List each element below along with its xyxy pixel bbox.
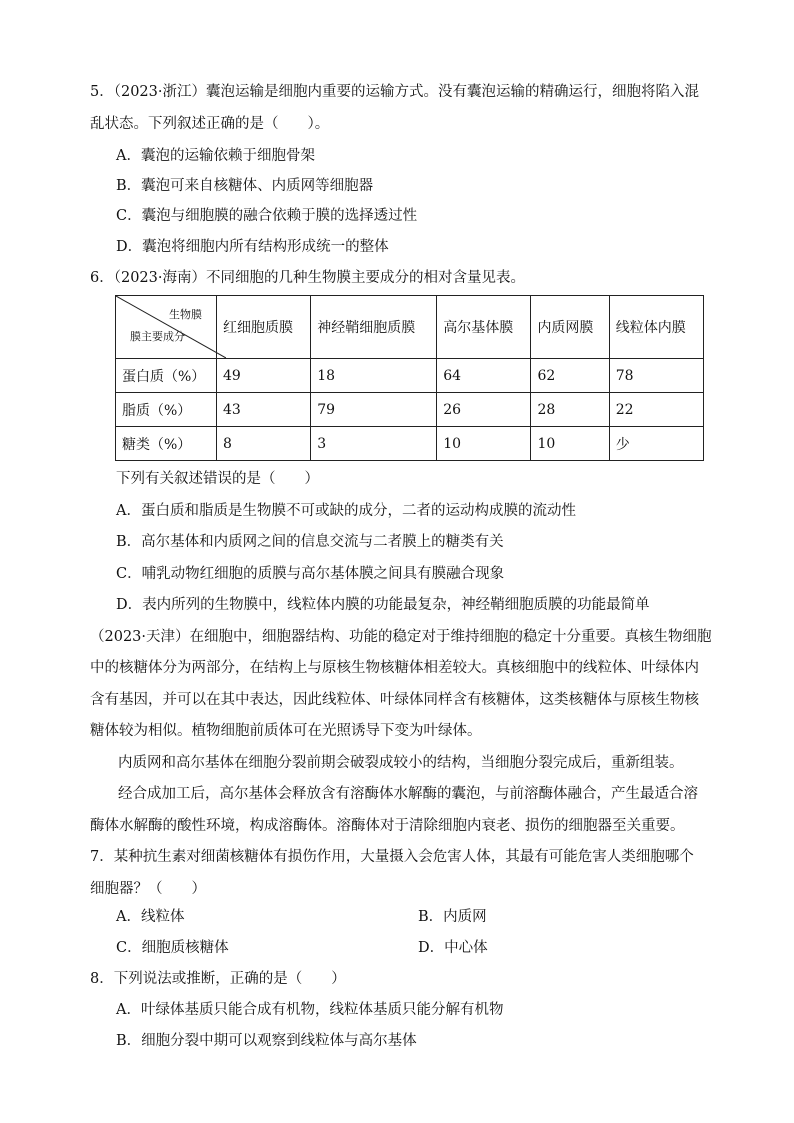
table-cell: 78: [609, 359, 703, 393]
q8-option-a: A．叶绿体基质只能合成有机物，线粒体基质只能分解有机物: [116, 1002, 504, 1018]
q5-option-d: D．囊泡将细胞内所有结构形成统一的整体: [116, 239, 389, 255]
table-cell: 少: [609, 427, 703, 461]
row-label: 蛋白质（%）: [116, 359, 217, 393]
q7-stem-line1: 7．某种抗生素对细菌核糖体有损伤作用，大量摄入会危害人体，其最有可能危害人类细胞哪个: [90, 849, 694, 865]
q5-option-a: A．囊泡的运输依赖于细胞骨架: [116, 148, 315, 164]
q8-option-b: B．细胞分裂中期可以观察到线粒体与高尔基体: [116, 1033, 417, 1049]
table-cell: 18: [311, 359, 437, 393]
corner-label-membrane: 生物膜: [169, 308, 202, 321]
q5-stem-line2: 乱状态。下列叙述正确的是（ ）。: [90, 116, 330, 132]
q6-stem: 6．（2023·海南）不同细胞的几种生物膜主要成分的相对含量见表。: [90, 270, 525, 286]
q8-stem: 8．下列说法或推断，正确的是（ ）: [90, 971, 346, 987]
col-header: 线粒体内膜: [609, 296, 703, 359]
q5-stem-line1: 5．（2023·浙江）囊泡运输是细胞内重要的运输方式。没有囊泡运输的精确运行，细胞将陷入混: [90, 84, 699, 100]
table-cell: 10: [437, 427, 531, 461]
table-cell: 43: [217, 393, 311, 427]
row-label: 脂质（%）: [116, 393, 217, 427]
col-header: 内质网膜: [531, 296, 609, 359]
table-cell: 26: [437, 393, 531, 427]
passage-p3-line2: 酶体水解酶的酸性环境，构成溶酶体。溶酶体对于清除细胞内衰老、损伤的细胞器至关重要。: [90, 818, 685, 834]
passage-p1-line3: 含有基因，并可以在其中表达，因此线粒体、叶绿体同样含有核糖体，这类核糖体与原核生物核: [90, 692, 699, 708]
q7-option-d: D．中心体: [418, 940, 488, 956]
q6-prompt: 下列有关叙述错误的是（ ）: [116, 471, 319, 487]
table-row: [116, 427, 704, 461]
table-cell: 62: [531, 359, 609, 393]
passage-p1-line4: 糖体较为相似。植物细胞前质体可在光照诱导下变为叶绿体。: [90, 723, 482, 739]
q5-option-c: C．囊泡与细胞膜的融合依赖于膜的选择透过性: [116, 208, 418, 224]
table-row: [116, 393, 704, 427]
q6-option-d: D．表内所列的生物膜中，线粒体内膜的功能最复杂，神经鞘细胞质膜的功能最简单: [116, 597, 650, 613]
q7-option-b: B．内质网: [418, 909, 487, 925]
q6-option-c: C．哺乳动物红细胞的质膜与高尔基体膜之间具有膜融合现象: [116, 566, 505, 582]
table-corner-cell: [116, 296, 217, 359]
table-cell: 10: [531, 427, 609, 461]
passage-p3-line1: 经合成加工后，高尔基体会释放含有溶酶体水解酶的囊泡，与前溶酶体融合，产生最适合溶: [118, 786, 698, 802]
passage-p1-line2: 中的核糖体分为两部分，在结构上与原核生物核糖体相差较大。真核细胞中的线粒体、叶绿体内: [90, 660, 699, 676]
q5-option-b: B．囊泡可来自核糖体、内质网等细胞器: [116, 178, 374, 194]
table-cell: 79: [311, 393, 437, 427]
q6-option-a: A．蛋白质和脂质是生物膜不可或缺的成分，二者的运动构成膜的流动性: [116, 503, 576, 519]
table-cell: 49: [217, 359, 311, 393]
q6-option-b: B．高尔基体和内质网之间的信息交流与二者膜上的糖类有关: [116, 534, 504, 550]
table-header-row: [116, 296, 704, 359]
passage-p2: 内质网和高尔基体在细胞分裂前期会破裂成较小的结构，当细胞分裂完成后，重新组装。: [118, 755, 684, 771]
table-cell: 8: [217, 427, 311, 461]
table-row: [116, 359, 704, 393]
passage-p1-line1: （2023·天津）在细胞中，细胞器结构、功能的稳定对于维持细胞的稳定十分重要。真核生物细胞: [90, 629, 712, 645]
membrane-composition-table: [115, 295, 704, 461]
col-header: 红细胞质膜: [217, 296, 311, 359]
table-cell: 22: [609, 393, 703, 427]
row-label: 糖类（%）: [116, 427, 217, 461]
q7-option-a: A．线粒体: [116, 909, 185, 925]
table-cell: 64: [437, 359, 531, 393]
col-header: 高尔基体膜: [437, 296, 531, 359]
table-cell: 28: [531, 393, 609, 427]
table-cell: 3: [311, 427, 437, 461]
q7-stem-line2: 细胞器？（ ）: [90, 881, 206, 897]
corner-label-component: 膜主要成分: [130, 330, 185, 343]
q7-option-c: C．细胞质核糖体: [116, 940, 229, 956]
col-header: 神经鞘细胞质膜: [311, 296, 437, 359]
